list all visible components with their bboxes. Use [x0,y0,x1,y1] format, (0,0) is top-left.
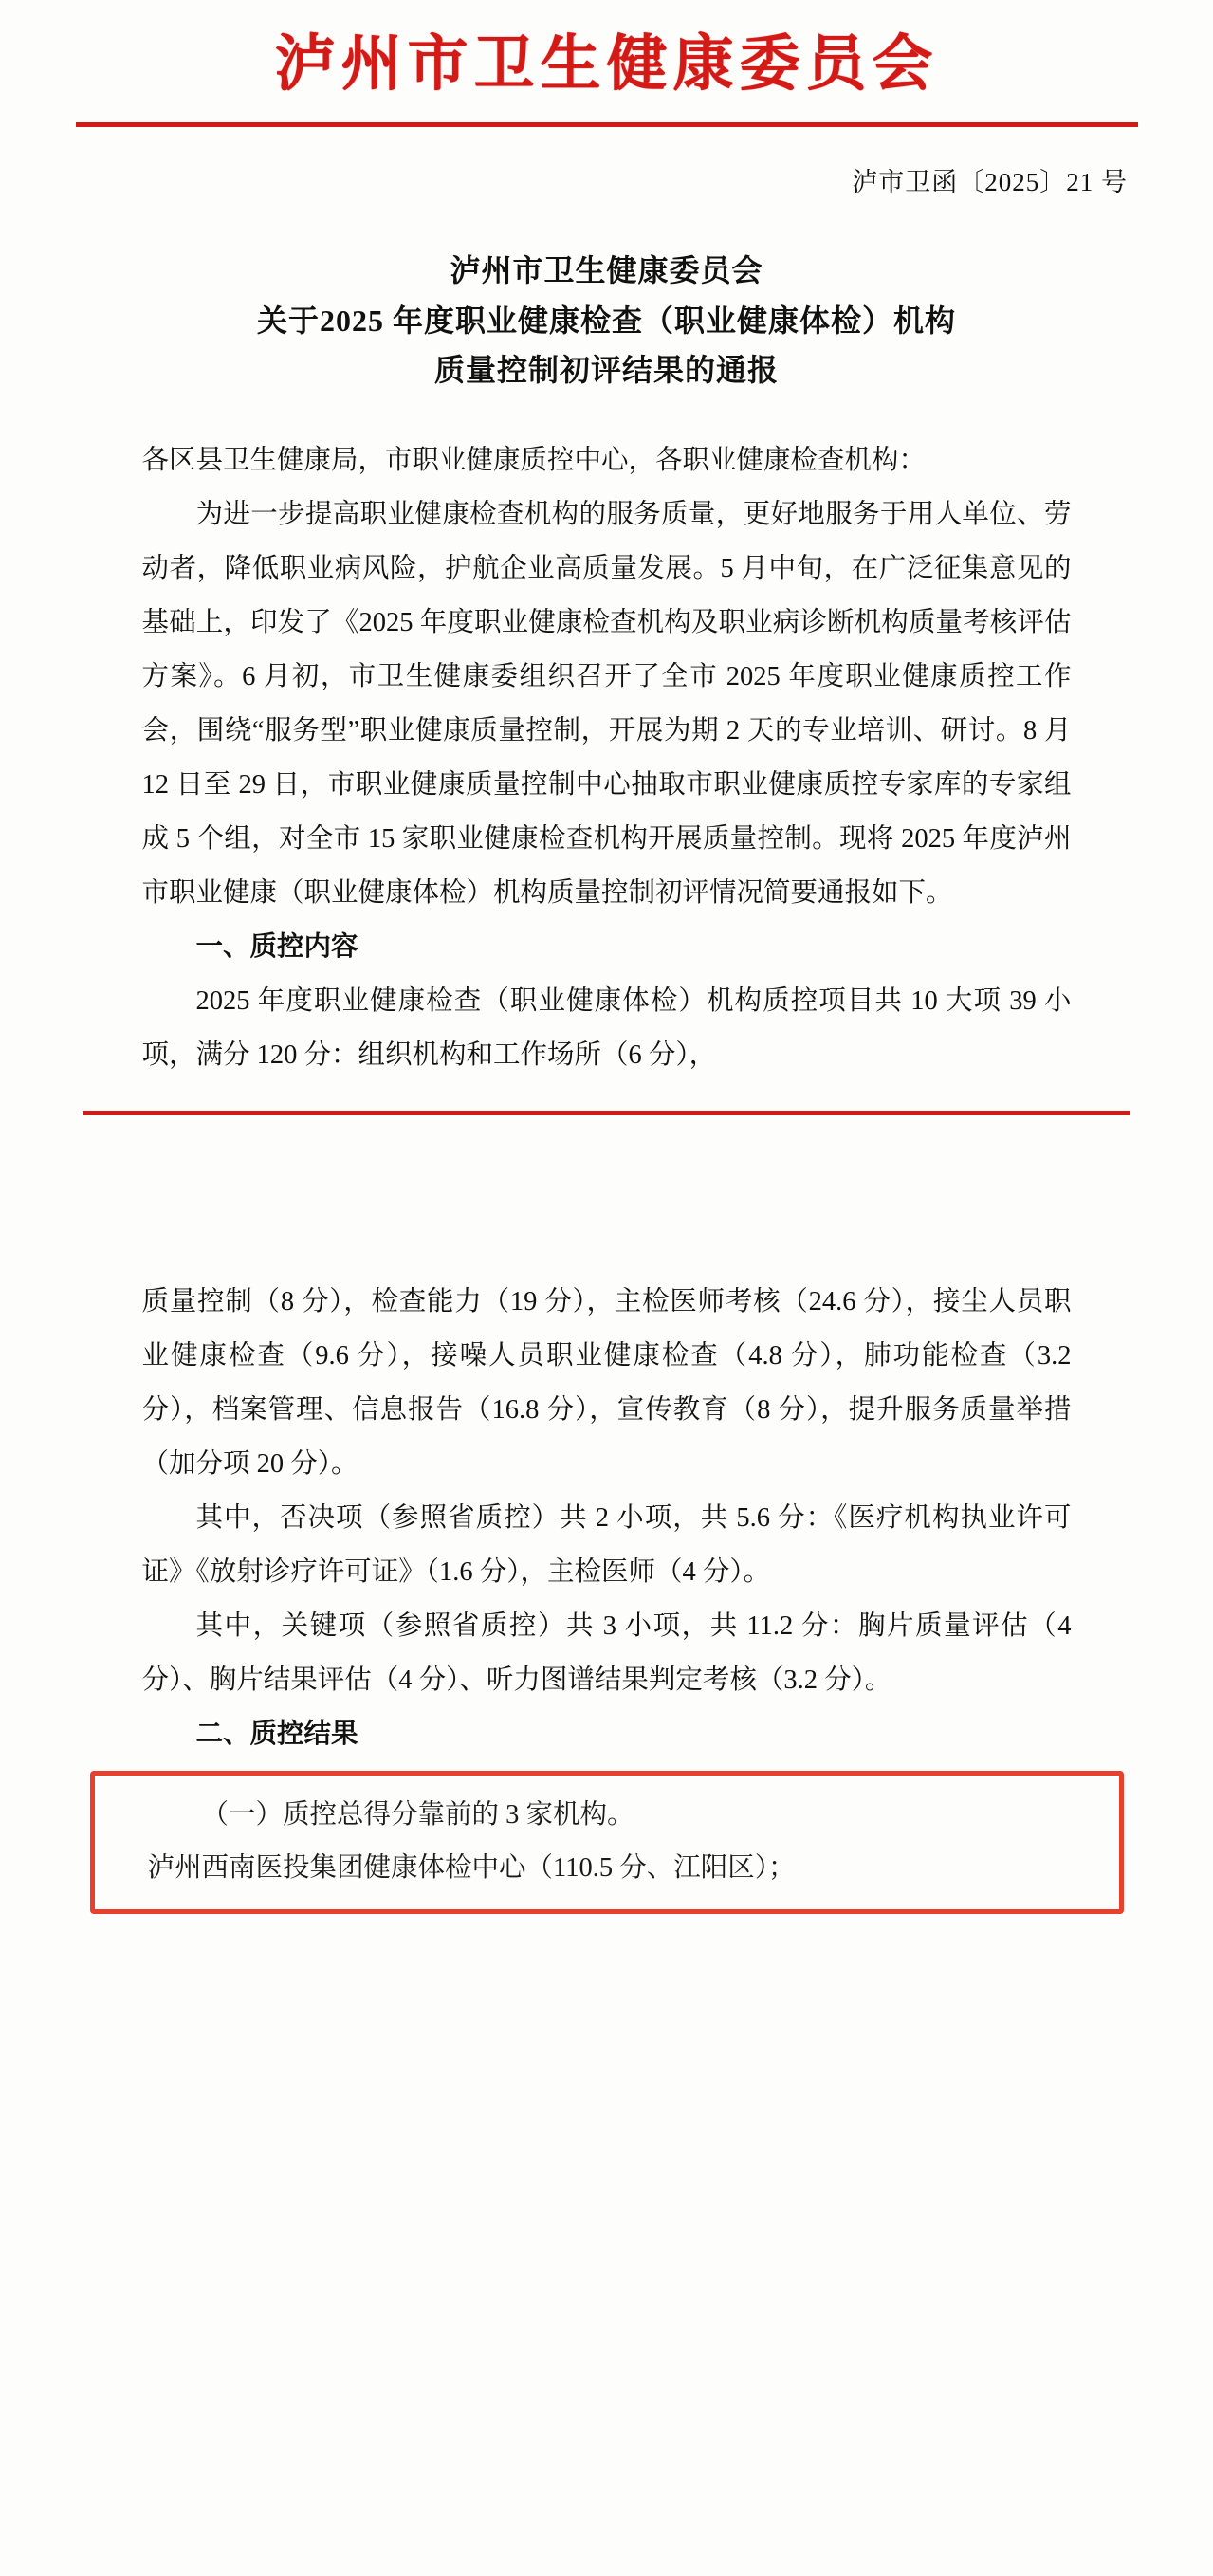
section-1-paragraph-2: 其中，否决项（参照省质控）共 2 小项，共 5.6 分：《医疗机构执业许可证》《放射诊疗许可证》（1.6 分），主检医师（4 分）。 [141,1503,1072,1588]
page-title [0,246,1213,396]
body-paragraph-1: 为进一步提高职业健康检查机构的服务质量，更好地服务于用人单位、劳动者，降低职业病风险，护航企业高质量发展。5 月中旬，在广泛征集意见的基础上，印发了《2025 年度职业健康检查机构及职业病诊断机构质量考核评估方案》。6 月初，市卫生健康委组织召开了全市 2025 年度职业健康质控工作会，围绕“服务型”职业健康质量控制，开展为期 2 天的专业培训、研讨。8 月 12 日至 29 日，市职业健康质量控制中心抽取市职业健康质控专家库的专家组成 5 个组，对全市 15 家职业健康检查机构开展质量控制。现将 2025 年度泸州市职业健康（职业健康体检）机构质量控制初评情况简要通报如下。 [141,500,1072,909]
page-break-rule [0,1111,1213,1237]
document-body-second-page [85,1275,1129,1761]
highlighted-results-box [90,1771,1124,1914]
section-heading-2: 二、质控结果 [195,1720,358,1750]
issuing-organization-title: 泸州市卫生健康委员会 [274,30,939,98]
document-body-first-page [85,433,1129,1082]
page-title-line-3: 质量控制初评结果的通报 [433,353,779,388]
section-1-paragraph-3: 其中，关键项（参照省质控）共 3 小项，共 11.2 分：胸片质量评估（4 分）、胸片结果评估（4 分）、听力图谱结果判定考核（3.2 分）。 [141,1611,1072,1696]
document-number: 泸市卫函〔2025〕21 号 [852,167,1128,196]
page-title-line-2: 关于2025 年度职业健康检查（职业健康体检）机构 [256,303,956,338]
section-1-paragraph-1-continued: 质量控制（8 分），检查能力（19 分），主检医师考核（24.6 分），接尘人员职业健康检查（9.6 分），接噪人员职业健康检查（4.8 分），肺功能检查（3.2 分），档案管理、信息报告（16.8 分），宣传教育（8 分），提升服务质量举措（加分项 20 分）。 [141,1287,1072,1480]
bottom-padding [0,1914,1213,1939]
document-header [0,0,1213,127]
section-2-item-1: （一）质控总得分靠前的 3 家机构。 [201,1800,634,1831]
section-1-paragraph-1: 2025 年度职业健康检查（职业健康体检）机构质控项目共 10 大项 39 小项，满分 120 分：组织机构和工作场所（6 分）， [141,986,1072,1071]
page-break-gap [0,1115,1213,1237]
section-heading-1: 一、质控内容 [195,932,358,963]
section-2-item-1-entry-1: 泸州西南医投集团健康体检中心（110.5 分、江阳区）； [147,1852,796,1883]
header-red-rule [76,122,1138,127]
salutation: 各区县卫生健康局，市职业健康质控中心，各职业健康检查机构： [141,446,927,476]
page-title-line-1: 泸州市卫生健康委员会 [450,252,763,287]
